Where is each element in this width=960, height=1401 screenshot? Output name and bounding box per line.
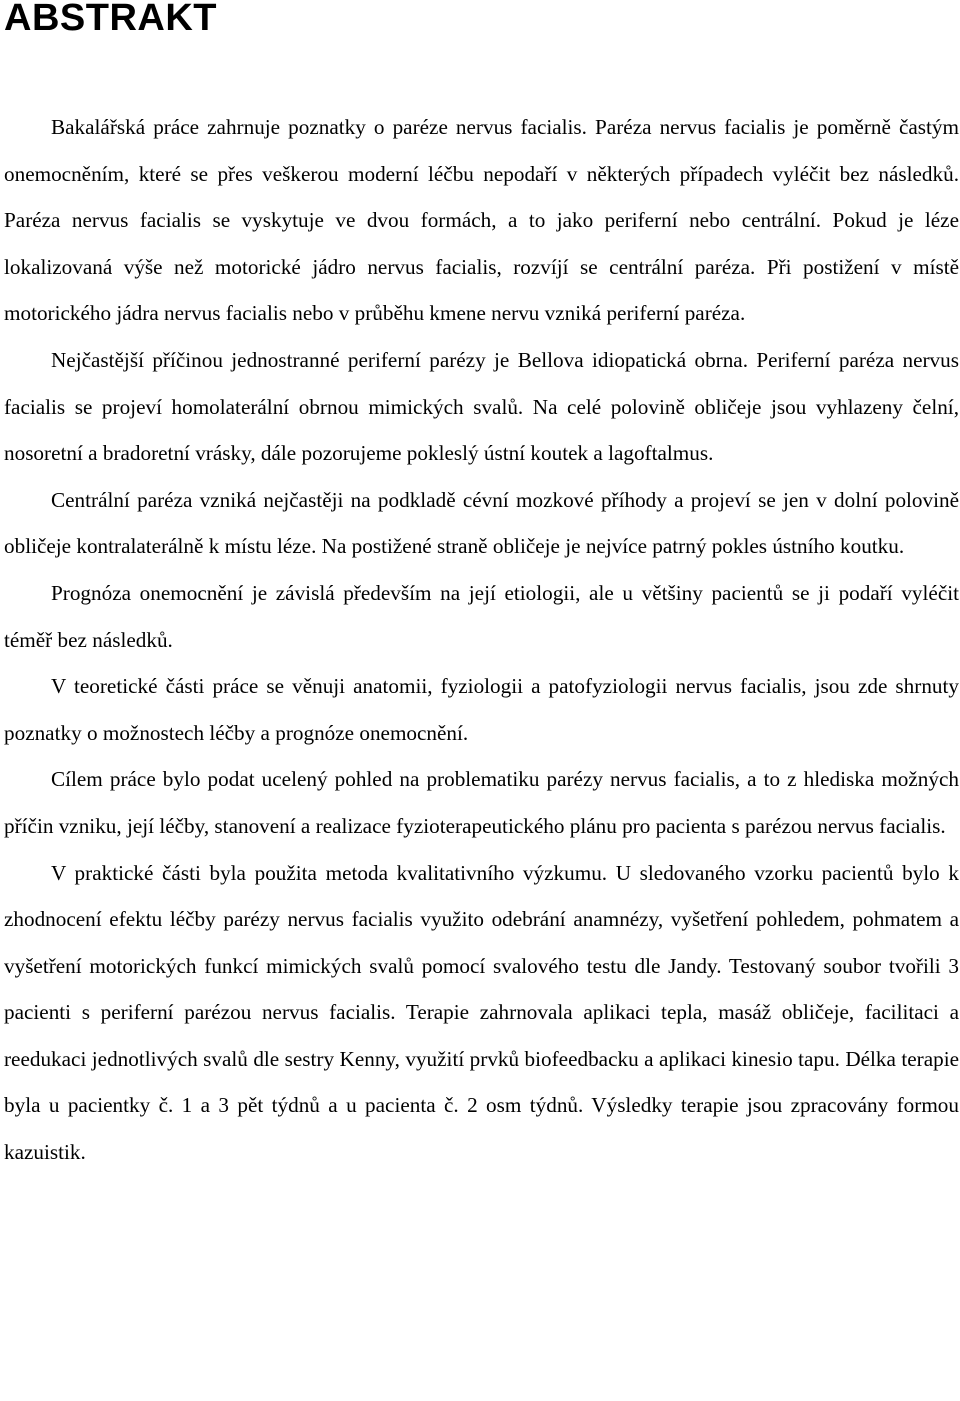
paragraph-practical: V praktické části byla použita metoda kvalitativního výzkumu. U sledovaného vzorku pacientů bylo k zhodnocení efektu léčby parézy nervus facialis využito odebrání anamnézy, vyšetření pohledem, pohmatem a vyšetření motorických funkcí mimických svalů pomocí svalového testu dle Jandy. Testovaný soubor tvořili 3 pacienti s periferní parézou nervus facialis. Terapie zahrnovala aplikaci tepla, masáž obličeje, facilitaci a reedukaci jednotlivých svalů dle sestry Kenny, využití prvků biofeedbacku a aplikaci kinesio tapu. Délka terapie byla u pacientky č. 1 a 3 pět týdnů a u pacienta č. 2 osm týdnů. Výsledky terapie jsou zpracovány formou kazuistik. xyxy=(4,860,959,1165)
abstract-body xyxy=(4,104,959,1176)
paragraph-peripheral: Nejčastější příčinou jednostranné periferní parézy je Bellova idiopatická obrna. Periferní paréza nervus facialis se projeví homolaterální obrnou mimických svalů. Na celé polovině obličeje jsou vyhlazeny čelní, nosoretní a bradoretní vrásky, dále pozorujeme pokleslý ústní koutek a lagoftalmus. xyxy=(4,347,959,466)
paragraph-prognosis: Prognóza onemocnění je závislá především na její etiologii, ale u většiny pacientů se ji podaří vyléčit téměř bez následků. xyxy=(4,580,959,652)
paragraph-theory: V teoretické části práce se věnuji anatomii, fyziologii a patofyziologii nervus facialis, jsou zde shrnuty poznatky o možnostech léčby a prognóze onemocnění. xyxy=(4,674,959,745)
paragraph-central: Centrální paréza vzniká nejčastěji na podkladě cévní mozkové příhody a projeví se jen v dolní polovině obličeje kontralaterálně k místu léze. Na postižené straně obličeje je nejvíce patrný pokles ústního koutku. xyxy=(4,487,959,559)
document-title: ABSTRAKT xyxy=(4,0,217,39)
paragraph-aim: Cílem práce bylo podat ucelený pohled na problematiku parézy nervus facialis, a to z hlediska možných příčin vzniku, její léčby, stanovení a realizace fyzioterapeutického plánu pro pacienta s parézou nervus facialis. xyxy=(4,767,959,838)
paragraph-intro: Bakalářská práce zahrnuje poznatky o paréze nervus facialis. Paréza nervus facialis je poměrně častým onemocněním, které se přes veškerou moderní léčbu nepodaří v některých případech vyléčit bez následků. Paréza nervus facialis se vyskytuje ve dvou formách, a to jako periferní nebo centrální. Pokud je léze lokalizovaná výše než motorické jádro nervus facialis, rozvíjí se centrální paréza. Při postižení v místě motorického jádra nervus facialis nebo v průběhu kmene nervu vzniká periferní paréza. xyxy=(4,115,959,326)
